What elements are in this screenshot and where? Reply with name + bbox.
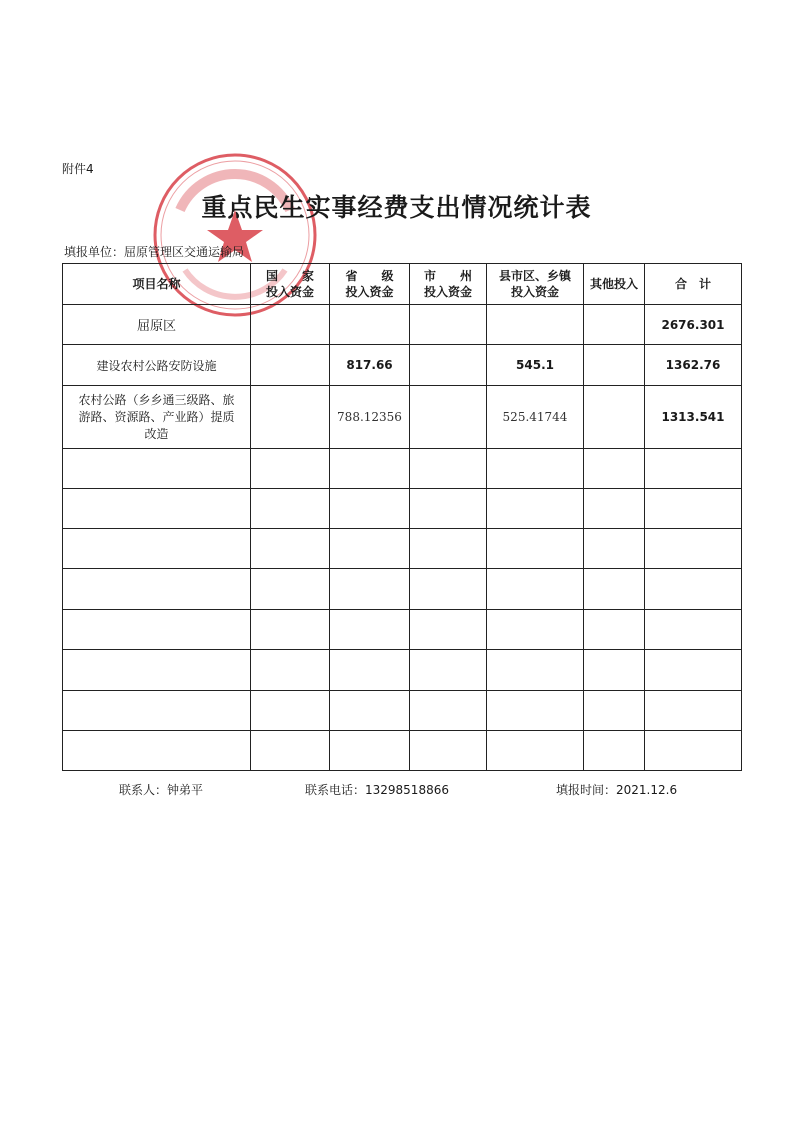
expenditure-table (62, 263, 742, 771)
header-city-line1: 市 州 (423, 269, 472, 283)
empty-row (63, 650, 742, 691)
cell-national (251, 305, 330, 345)
cell-total: 2676.301 (645, 305, 742, 345)
cell-name: 建设农村公路安防设施 (63, 345, 251, 386)
header-city (410, 264, 487, 305)
header-national-line2: 投入资金 (265, 285, 314, 299)
cell-name: 农村公路（乡乡通三级路、旅游路、资源路、产业路）提质改造 (63, 386, 251, 449)
cell-city (410, 345, 487, 386)
reporting-unit: 填报单位：屈原管理区交通运输局 (64, 245, 245, 259)
cell-county (487, 305, 584, 345)
header-city-line2: 投入资金 (423, 285, 472, 299)
cell-provincial: 817.66 (330, 345, 410, 386)
header-provincial (330, 264, 410, 305)
header-row (63, 264, 742, 305)
empty-row (63, 529, 742, 569)
header-county (487, 264, 584, 305)
footer-phone: 联系电话：13298518866 (305, 783, 449, 797)
header-national-line1: 国 家 (265, 269, 314, 283)
cell-provincial: 788.12356 (330, 386, 410, 449)
header-total: 合 计 (645, 264, 742, 305)
attachment-label: 附件4 (62, 162, 94, 176)
cell-other (584, 305, 645, 345)
cell-city (410, 386, 487, 449)
header-provincial-line1: 省 级 (345, 269, 394, 283)
footer-date: 填报时间：2021.12.6 (556, 783, 678, 797)
table-row (63, 345, 742, 386)
empty-row (63, 731, 742, 771)
table-row (63, 305, 742, 345)
header-county-line1: 县市区、乡镇 (498, 269, 571, 283)
empty-row (63, 610, 742, 650)
table-row (63, 386, 742, 449)
cell-provincial (330, 305, 410, 345)
empty-row (63, 691, 742, 731)
cell-national (251, 386, 330, 449)
cell-city (410, 305, 487, 345)
cell-county: 525.41744 (487, 386, 584, 449)
cell-other (584, 386, 645, 449)
empty-row (63, 449, 742, 489)
header-county-line2: 投入资金 (510, 285, 559, 299)
header-provincial-line2: 投入资金 (345, 285, 394, 299)
empty-row (63, 489, 742, 529)
empty-row (63, 569, 742, 610)
cell-total: 1362.76 (645, 345, 742, 386)
header-project-name: 项目名称 (63, 264, 251, 305)
header-national (251, 264, 330, 305)
page-title: 重点民生实事经费支出情况统计表 (201, 193, 592, 222)
header-other: 其他投入 (584, 264, 645, 305)
cell-county: 545.1 (487, 345, 584, 386)
cell-national (251, 345, 330, 386)
footer-contact: 联系人：钟弟平 (119, 783, 204, 797)
cell-other (584, 345, 645, 386)
cell-name: 屈原区 (63, 305, 251, 345)
cell-total: 1313.541 (645, 386, 742, 449)
